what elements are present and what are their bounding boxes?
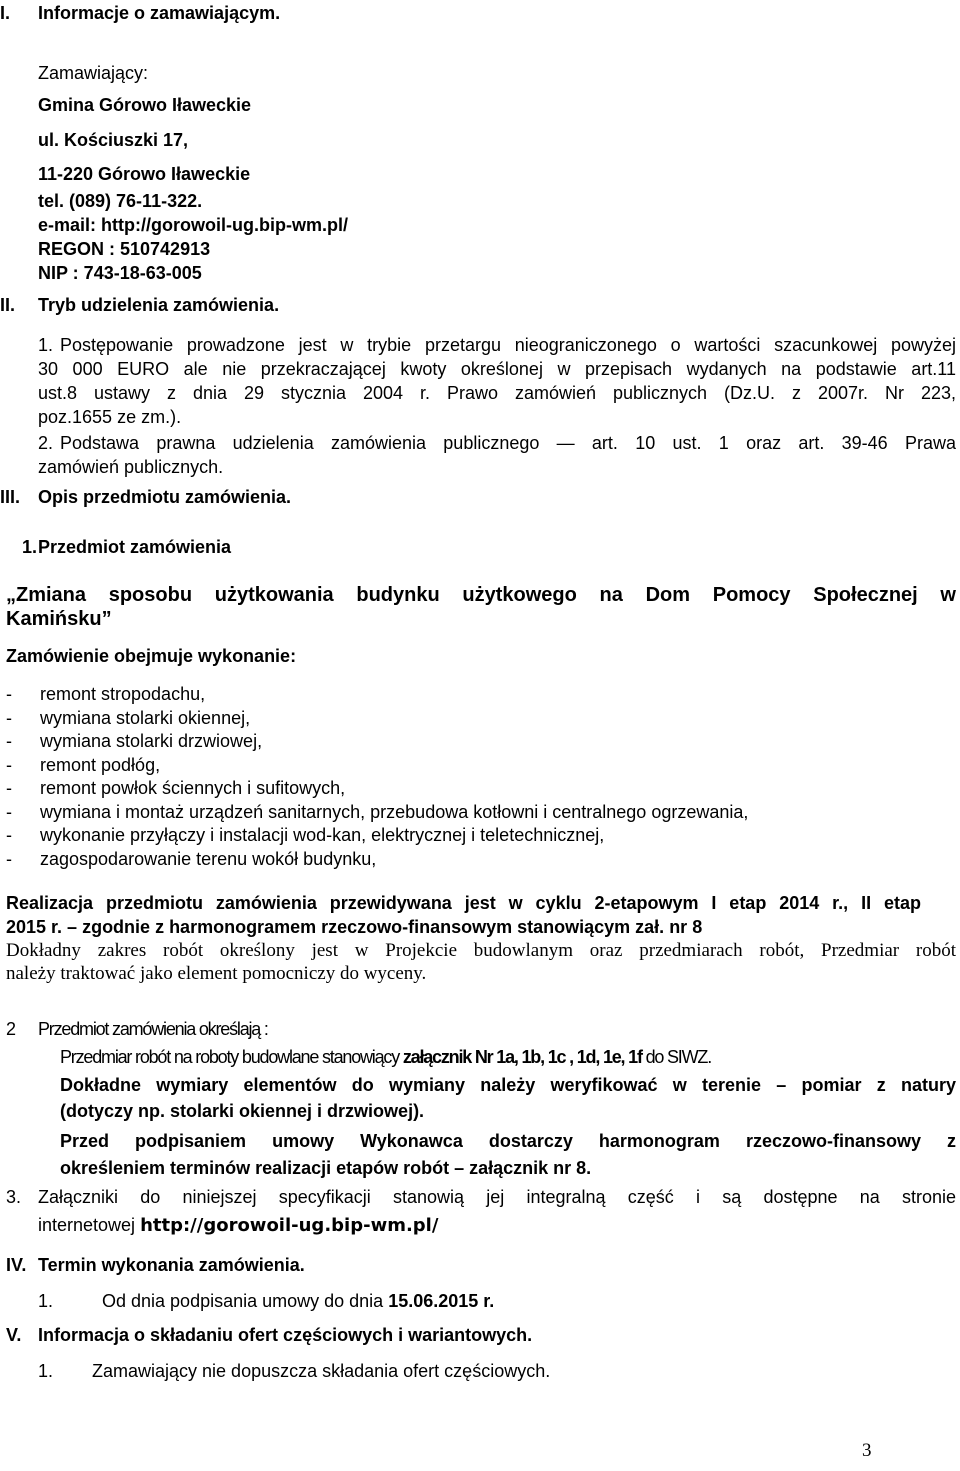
list-item-dash: - [6, 754, 12, 775]
list-item: wymiana stolarki drzwiowej, [40, 731, 263, 751]
list-item-dash: - [6, 848, 12, 869]
scope-intro: Zamówienie obejmuje wykonanie: [6, 646, 297, 666]
attachments-line-2: internetowej http://gorowoil-ug.bip-wm.pl/ [38, 1215, 439, 1236]
realization-line-2: 2015 r. – zgodnie z harmonogramem rzeczowo-finansowym stanowiącym zał. nr 8 [6, 917, 703, 937]
section-title: Tryb udzielenia zamówienia. [38, 295, 280, 315]
list-item: wykonanie przyłączy i instalacji wod-kan, elektrycznej i teletechnicznej, [40, 825, 605, 845]
section-number: II. [0, 295, 16, 315]
ordering-party-label: Zamawiający: [38, 63, 149, 83]
section-number: I. [0, 3, 11, 23]
section-5-item-1-number: 1. [38, 1361, 54, 1381]
bill-of-quantities-line: Przedmiar robót na roboty budowlane stanowiący załącznik Nr 1a, 1b, 1c , 1d, 1e, 1f do SIWZ. [60, 1047, 711, 1067]
section-number: IV. [6, 1255, 27, 1275]
schedule-line-1: Przed podpisaniem umowy Wykonawca dostarczy harmonogram rzeczowo-finansowy z [60, 1131, 956, 1151]
list-item-dash: - [6, 684, 12, 704]
ordering-party-email[interactable]: e-mail: http://gorowoil-ug.bip-wm.pl/ [38, 215, 348, 235]
list-item: zagospodarowanie terenu wokół budynku, [40, 848, 377, 869]
section-4-heading [6, 1254, 305, 1276]
section-title: Informacje o zamawiającym. [38, 3, 281, 23]
list-item: wymiana stolarki okiennej, [40, 707, 251, 728]
section-2-item-1-line-1: Postępowanie prowadzone jest w trybie przetargu nieograniczonego o wartości szacunkowej powyżej [60, 335, 956, 355]
section-title: Informacja o składaniu ofert częściowych i wariantowych. [38, 1325, 533, 1345]
deadline-date: 15.06.2015 r. [388, 1291, 495, 1311]
section-number: V. [6, 1325, 22, 1345]
section-2-heading [0, 294, 280, 316]
section-4-item-1-text: Od dnia podpisania umowy do dnia 15.06.2015 r. [102, 1291, 495, 1311]
attachments-url-link[interactable]: http://gorowoil-ug.bip-wm.pl/ [140, 1215, 439, 1236]
list-item: remont podłóg, [40, 754, 161, 775]
ordering-party-phone: tel. (089) 76-11-322. [38, 191, 203, 211]
dimensions-line-1: Dokładne wymiary elementów do wymiany należy weryfikować w terenie – pomiar z natury [60, 1075, 956, 1095]
section-2-item-1-line-2: 30 000 EURO ale nie przekraczającej kwoty określonej w przepisach wydanych na podstawie art.11 [38, 359, 956, 379]
detail-line-1: Dokładny zakres robót określony jest w Projekcie budowlanym oraz przedmiarach robót, Przedmiar robót [6, 940, 956, 961]
section-4-item-1-number: 1. [38, 1291, 54, 1311]
ordering-party-city: 11-220 Górowo Iławeckie [38, 164, 251, 184]
ordering-party-nip: NIP : 743-18-63-005 [38, 263, 202, 283]
section-2-item-1-line-4: poz.1655 ze zm.). [38, 407, 182, 427]
list-item-dash: - [6, 707, 12, 728]
section-title: Opis przedmiotu zamówienia. [38, 487, 292, 507]
section-5-heading [6, 1324, 533, 1346]
section-1-heading [0, 2, 281, 24]
section-3-item-1: 1. Przedmiot zamówienia [22, 537, 232, 557]
subject-label: Przedmiot zamówienia [38, 537, 232, 557]
ordering-party-street: ul. Kościuszki 17, [38, 130, 189, 150]
section-5-item-1-text: Zamawiający nie dopuszcza składania ofert częściowych. [92, 1361, 551, 1381]
list-item: wymiana i montaż urządzeń sanitarnych, przebudowa kotłowni i centralnego ogrzewania, [40, 801, 749, 822]
section-3-heading [0, 486, 292, 508]
section-3-item-3-number: 3. [6, 1187, 22, 1207]
list-item-dash: - [6, 778, 12, 798]
section-2-item-2-line-1: Podstawa prawna udzielenia zamówienia publicznego — art. 10 ust. 1 oraz art. 39-46 Prawa [60, 433, 956, 453]
page-number: 3 [862, 1440, 872, 1461]
dimensions-line-2: (dotyczy np. stolarki okiennej i drzwiowej). [60, 1101, 425, 1121]
contract-title-line-2: Kamińsku” [6, 608, 112, 630]
ordering-party-name: Gmina Górowo Iławeckie [38, 95, 252, 115]
list-item: remont stropodachu, [40, 684, 206, 704]
section-3-item-2-label: Przedmiot zamówienia określają : [38, 1019, 268, 1039]
section-2-item-2-number: 2. [38, 433, 54, 453]
list-item-dash: - [6, 801, 12, 822]
schedule-line-2: określeniem terminów realizacji etapów robót – załącznik nr 8. [60, 1158, 592, 1178]
ordering-party-regon: REGON : 510742913 [38, 239, 211, 259]
list-item-dash: - [6, 825, 12, 845]
section-2-item-2-line-2: zamówień publicznych. [38, 457, 224, 477]
detail-line-2: należy traktować jako element pomocniczy do wyceny. [6, 963, 427, 984]
contract-title-line-1: „Zmiana sposobu użytkowania budynku użytkowego na Dom Pomocy Społecznej w [6, 584, 956, 606]
section-number: III. [0, 487, 21, 507]
attachment-reference: załącznik Nr 1a, 1b, 1c , 1d, 1e, 1f [402, 1047, 642, 1067]
list-item: remont powłok ściennych i sufitowych, [40, 778, 346, 798]
section-2-item-1-line-3: ust.8 ustawy z dnia 29 stycznia 2004 r. Prawo zamówień publicznych (Dz.U. z 2007r. Nr 223, [38, 383, 956, 403]
list-item-dash: - [6, 731, 12, 751]
section-title: Termin wykonania zamówienia. [38, 1255, 305, 1275]
document-page: I. Informacje o zamawiającym. Zamawiający: Gmina Górowo Iławeckie ul. Kościuszki 17, 11-220 Górowo Iławeckie tel. (089) 76-11-322. e-mail: http://gorowoil-ug.bip-wm.pl/ REGON : 510742913 NIP : 743-18-63-005 II. Tryb udzielenia zamówienia. 1. Postępowanie prowadzone jest w trybie przetargu nieograniczonego o wartości szacunkowej powyżej 30 000 EURO ale nie przekraczającej kwoty określonej w przepisach wydanych na podstawie art.11 ust.8 ustawy z dnia 29 stycznia 2004 r. Prawo zamówień publicznych (Dz.U. z 2007r. Nr 223, poz.1655 ze zm.). 2. Podstawa prawna udzielenia zamówienia publicznego — art. 10 ust. 1 oraz art. 39-46 Prawa zamówień publicznych. III. Opis przedmiotu zamówienia. 1. Przedmiot zamówienia „Zmiana sposobu użytkowania budynku użytkowego na Dom Pomocy Społecznej w Kamińsku” Zamówienie obejmuje wykonanie: - remont stropodachu, - wymiana stolarki okiennej, - wymiana stolarki drzwiowej, - remont podłóg, - remont powłok ściennych i sufitowych, - wymiana i montaż urządzeń sanitarnych, przebudowa kotłowni i centralnego ogrzewania, - wykonanie przyłączy i instalacji wod-kan, elektrycznej i teletechnicznej, - zagospodarowanie terenu wokół budynku, Realizacja przedmiotu zamówienia przewidywana jest w cyklu 2-etapowym I etap 2014 r., II etap 2015 r. – zgodnie z harmonogramem rzeczowo-finansowym stanowiącym zał. nr 8 Dokładny zakres robót określony jest w Projekcie budowlanym oraz przedmiarach robót, Przedmiar robót należy traktować jako element pomocniczy do wyceny. 2 Przedmiot zamówienia określają : Przedmiar robót na roboty budowlane stanowiący załącznik Nr 1a, 1b, 1c , 1d, 1e, 1f do SIWZ. Dokładne wymiary elementów do wymiany należy weryfikować w terenie – pomiar z natury (dotyczy np. stolarki okiennej i drzwiowej). Przed podpisaniem umowy Wykonawca dostarczy harmonogram rzeczowo-finansowy z określeniem terminów realizacji etapów robót – załącznik nr 8. 3. Załączniki do niniejszej specyfikacji stanowią jej integralną część i są dostępne na stronie internetowej http://gorowoil-ug.bip-wm.pl/ IV. Termin wykonania zamówienia. 1. Od dnia podpisania umowy do dnia 15.06.2015 r. V. Informacja o składaniu ofert częściowych i wariantowych. 1. Zamawiający nie dopuszcza składania ofert częściowych. 3 [0, 3, 956, 1461]
section-3-item-2-number: 2 [6, 1019, 17, 1039]
realization-line-1: Realizacja przedmiotu zamówienia przewidywana jest w cyklu 2-etapowym I etap 2014 r., II etap [6, 893, 921, 913]
attachments-line-1: Załączniki do niniejszej specyfikacji stanowią jej integralną część i są dostępne na stronie [38, 1187, 956, 1207]
